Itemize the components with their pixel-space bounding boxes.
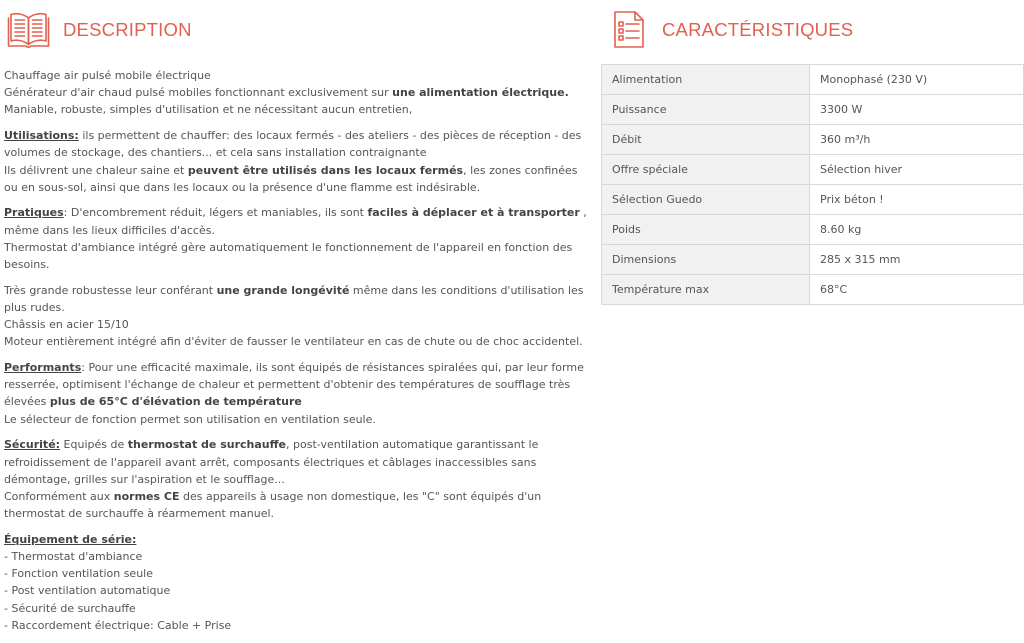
securite-label: Sécurité: [4, 438, 61, 452]
spec-value: Monophasé (230 V) [810, 65, 1024, 95]
spec-label: Sélection Guedo [602, 185, 810, 215]
table-row [602, 245, 1024, 275]
spec-label: Puissance [602, 95, 810, 125]
characteristics-header [612, 7, 853, 52]
pratiques-paragraph: Pratiques: D'encombrement réduit, légers et maniables, ils sont faciles à déplacer et à transporter , même dans les lieux difficiles d'accès. Thermostat d'ambiance intégré gère automatiquement le fonctionnement de l'appareil en fonction des besoins. [4, 206, 587, 272]
performants-paragraph: Performants: Pour une efficacité maximale, ils sont équipés de résistances spiralées qui, par leur forme resserrée, optimisent l'échange de chaleur et permettent d'obtenir des températures de soufflage très élevées plus de 65°C d'élévation de température Le sélecteur de fonction permet son utilisation en ventilation seule. [4, 361, 584, 426]
spec-label: Débit [602, 125, 810, 155]
description-title: DESCRIPTION [63, 18, 192, 40]
list-item: - Thermostat d'ambiance [4, 550, 143, 564]
table-row [602, 215, 1024, 245]
table-row [602, 65, 1024, 95]
securite-paragraph: Sécurité: Equipés de thermostat de surchauffe, post-ventilation automatique garantissant le refroidissement de l'appareil avant arrêt, composants électriques et câblages inaccessibles sans démontage, grilles sur l'aspiration et le soufflage... Conformément aux normes CE des appareils à usage non domestique, les "C" sont équipés d'un thermostat de surchauffe à réarmement manuel. [4, 438, 542, 521]
characteristics-table [601, 64, 1024, 305]
spec-value: Prix béton ! [810, 185, 1024, 215]
open-book-icon [7, 7, 50, 52]
spec-value: 8.60 kg [810, 215, 1024, 245]
description-header [7, 7, 192, 52]
characteristics-title: CARACTÉRISTIQUES [662, 18, 854, 40]
performants-label: Performants [4, 361, 82, 375]
spec-label: Dimensions [602, 245, 810, 275]
table-row [602, 275, 1024, 305]
spec-label: Offre spéciale [602, 155, 810, 185]
intro-paragraph: Chauffage air pulsé mobile électrique Générateur d'air chaud pulsé mobiles fonctionnant exclusivement sur une alimentation électrique. Maniable, robuste, simples d'utilisation et ne nécessitant aucun entretien, [4, 69, 569, 117]
spec-label: Poids [602, 215, 810, 245]
table-row [602, 185, 1024, 215]
checklist-icon [612, 7, 646, 52]
robustesse-paragraph: Très grande robustesse leur conférant une grande longévité même dans les conditions d'utilisation les plus rudes. Châssis en acier 15/10 Moteur entièrement intégré afin d'éviter de fausser le ventilateur en cas de chute ou de choc accidentel. [4, 283, 584, 349]
spec-label: Température max [602, 275, 810, 305]
table-row [602, 125, 1024, 155]
spec-value: 3300 W [810, 95, 1024, 125]
equipement-label: Équipement de série: [4, 532, 137, 546]
spec-label: Alimentation [602, 65, 810, 95]
description-body [4, 67, 589, 643]
equipement-paragraph [4, 531, 589, 634]
spec-value: Sélection hiver [810, 155, 1024, 185]
table-row [602, 155, 1024, 185]
spec-value: 68°C [810, 275, 1024, 305]
spec-value: 285 x 315 mm [810, 245, 1024, 275]
spec-value: 360 m³/h [810, 125, 1024, 155]
pratiques-label: Pratiques [4, 206, 64, 220]
utilisations-paragraph: Utilisations: ils permettent de chauffer: des locaux fermés - des ateliers - des pièces de réception - des volumes de stockage, des chantiers... et cela sans installation contraignante Ils délivrent une chaleur saine et peuvent être utilisés dans les locaux fermés, les zones confinées ou en sous-sol, ainsi que dans les locaux ou la présence d'une flamme est indésirable. [4, 129, 582, 194]
list-item: - Raccordement électrique: Cable + Prise [4, 618, 232, 632]
list-item: - Post ventilation automatique [4, 584, 171, 598]
list-item: - Sécurité de surchauffe [4, 601, 136, 615]
utilisations-label: Utilisations: [4, 129, 79, 143]
list-item: - Fonction ventilation seule [4, 567, 153, 581]
table-row [602, 95, 1024, 125]
